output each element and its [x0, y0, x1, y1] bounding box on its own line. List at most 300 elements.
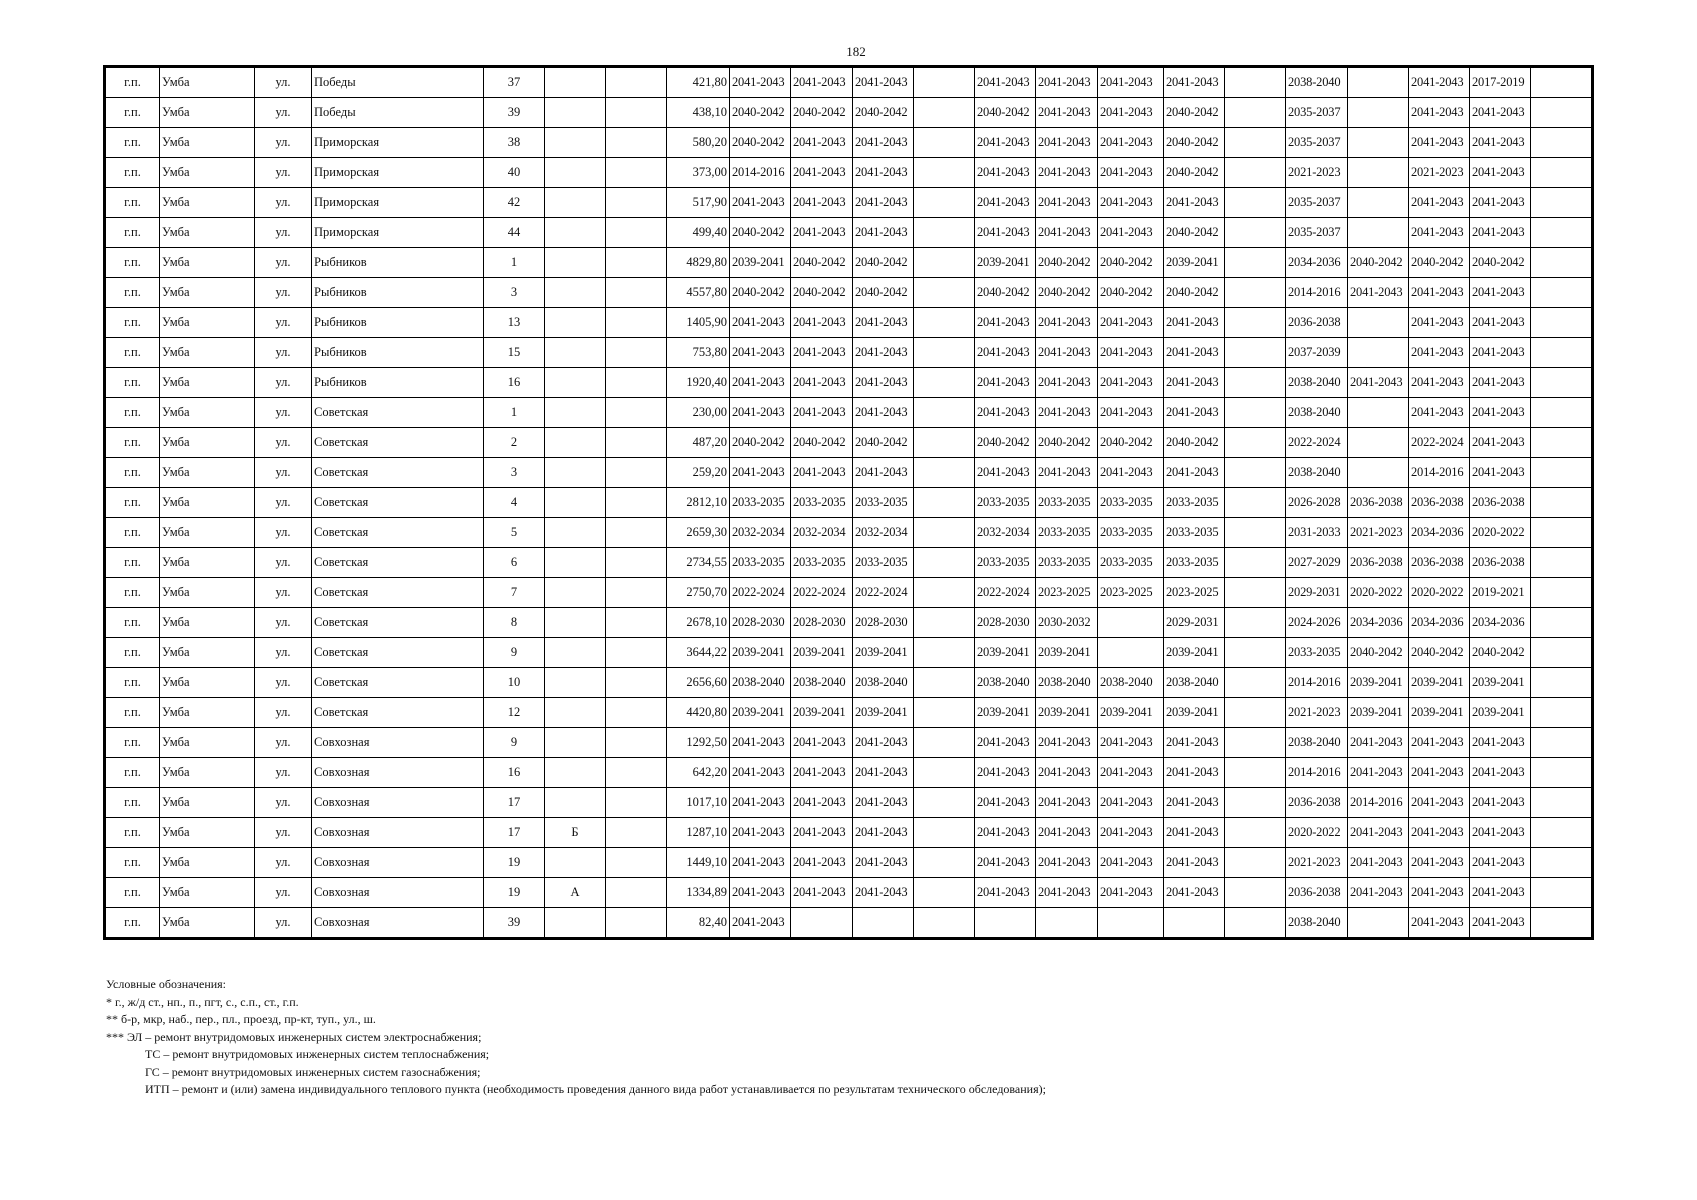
work-period-cell: [1225, 248, 1286, 278]
empty-cell: [1531, 848, 1593, 878]
work-period-cell: 2041-2043: [975, 368, 1036, 398]
work-period-cell: 2041-2043: [1098, 458, 1164, 488]
legend-line: * г., ж/д ст., нп., п., пгт, с., с.п., ст., г.п.: [106, 994, 299, 1009]
work-period-cell: 2041-2043: [1348, 758, 1409, 788]
work-period-cell: 2041-2043: [1164, 758, 1225, 788]
work-period-cell: [1164, 908, 1225, 939]
work-period-cell: 2039-2041: [1409, 668, 1470, 698]
table-row: [105, 458, 1593, 488]
empty-cell: [606, 578, 667, 608]
work-period-cell: 2041-2043: [791, 848, 853, 878]
work-period-cell: 2041-2043: [975, 878, 1036, 908]
house-number-cell: 3: [484, 278, 545, 308]
work-period-cell: 2033-2035: [1164, 548, 1225, 578]
work-period-cell: [1098, 908, 1164, 939]
work-period-cell: 2039-2041: [853, 698, 914, 728]
settlement-type-cell: г.п.: [105, 488, 160, 518]
work-period-cell: 2041-2043: [853, 788, 914, 818]
settlement-type-cell: г.п.: [105, 548, 160, 578]
street-name-cell: Рыбников: [312, 248, 484, 278]
work-period-cell: [914, 908, 975, 939]
work-period-cell: 2022-2024: [853, 578, 914, 608]
work-period-cell: [914, 398, 975, 428]
house-number-cell: 19: [484, 848, 545, 878]
work-period-cell: 2041-2043: [1036, 788, 1098, 818]
work-period-cell: [1225, 218, 1286, 248]
work-period-cell: [1225, 338, 1286, 368]
table-row: [105, 338, 1593, 368]
empty-cell: [1531, 548, 1593, 578]
work-period-cell: 2041-2043: [1164, 67, 1225, 98]
work-period-cell: [1348, 158, 1409, 188]
work-period-cell: 2041-2043: [1409, 758, 1470, 788]
work-period-cell: 2041-2043: [1470, 398, 1531, 428]
work-period-cell: 2041-2043: [1348, 368, 1409, 398]
work-period-cell: 2038-2040: [730, 668, 791, 698]
settlement-type-cell: г.п.: [105, 698, 160, 728]
work-period-cell: 2041-2043: [730, 908, 791, 939]
work-period-cell: [914, 638, 975, 668]
empty-cell: [1531, 908, 1593, 939]
empty-cell: [1531, 728, 1593, 758]
work-period-cell: [1225, 188, 1286, 218]
house-number-cell: 15: [484, 338, 545, 368]
area-cell: 373,00: [667, 158, 730, 188]
work-period-cell: 2041-2043: [1098, 788, 1164, 818]
street-type-cell: ул.: [255, 578, 312, 608]
house-number-cell: 1: [484, 398, 545, 428]
work-period-cell: 2039-2041: [1470, 698, 1531, 728]
work-period-cell: 2041-2043: [975, 788, 1036, 818]
table-row: [105, 758, 1593, 788]
work-period-cell: [1225, 488, 1286, 518]
work-period-cell: [1225, 818, 1286, 848]
work-period-cell: 2041-2043: [975, 128, 1036, 158]
work-period-cell: 2036-2038: [1348, 488, 1409, 518]
settlement-type-cell: г.п.: [105, 98, 160, 128]
settlement-type-cell: г.п.: [105, 218, 160, 248]
building-letter-cell: [545, 458, 606, 488]
work-period-cell: 2039-2041: [1036, 698, 1098, 728]
street-name-cell: Советская: [312, 698, 484, 728]
work-period-cell: 2034-2036: [1286, 248, 1348, 278]
work-period-cell: [914, 188, 975, 218]
street-type-cell: ул.: [255, 788, 312, 818]
building-letter-cell: [545, 98, 606, 128]
work-period-cell: 2040-2042: [730, 218, 791, 248]
work-period-cell: 2036-2038: [1286, 878, 1348, 908]
work-period-cell: [914, 578, 975, 608]
work-period-cell: 2040-2042: [1036, 278, 1098, 308]
work-period-cell: 2041-2043: [1098, 368, 1164, 398]
street-type-cell: ул.: [255, 158, 312, 188]
work-period-cell: 2039-2041: [1098, 698, 1164, 728]
work-period-cell: 2041-2043: [1036, 728, 1098, 758]
street-type-cell: ул.: [255, 698, 312, 728]
housing-repair-table: [103, 65, 1594, 940]
work-period-cell: [914, 668, 975, 698]
work-period-cell: 2027-2029: [1286, 548, 1348, 578]
work-period-cell: 2040-2042: [1348, 638, 1409, 668]
house-number-cell: 16: [484, 368, 545, 398]
settlement-type-cell: г.п.: [105, 128, 160, 158]
work-period-cell: 2041-2043: [1470, 428, 1531, 458]
work-period-cell: 2041-2043: [853, 158, 914, 188]
street-name-cell: Совхозная: [312, 908, 484, 939]
work-period-cell: 2040-2042: [1036, 428, 1098, 458]
table-row: [105, 188, 1593, 218]
work-period-cell: 2039-2041: [791, 698, 853, 728]
settlement-name-cell: Умба: [160, 128, 255, 158]
building-letter-cell: Б: [545, 818, 606, 848]
work-period-cell: [1036, 908, 1098, 939]
area-cell: 487,20: [667, 428, 730, 458]
street-type-cell: ул.: [255, 758, 312, 788]
work-period-cell: [1225, 398, 1286, 428]
house-number-cell: 3: [484, 458, 545, 488]
work-period-cell: 2041-2043: [853, 338, 914, 368]
work-period-cell: 2041-2043: [1036, 128, 1098, 158]
page-number: 182: [846, 44, 866, 59]
settlement-name-cell: Умба: [160, 218, 255, 248]
table-row: [105, 608, 1593, 638]
house-number-cell: 4: [484, 488, 545, 518]
house-number-cell: 42: [484, 188, 545, 218]
work-period-cell: 2041-2043: [853, 878, 914, 908]
work-period-cell: 2022-2024: [791, 578, 853, 608]
work-period-cell: 2041-2043: [1098, 67, 1164, 98]
empty-cell: [1531, 488, 1593, 518]
table-row: [105, 668, 1593, 698]
work-period-cell: [914, 338, 975, 368]
work-period-cell: [1225, 788, 1286, 818]
work-period-cell: 2041-2043: [975, 218, 1036, 248]
work-period-cell: 2040-2042: [1164, 158, 1225, 188]
work-period-cell: 2041-2043: [853, 728, 914, 758]
work-period-cell: 2036-2038: [1348, 548, 1409, 578]
legend-line: ТС – ремонт внутридомовых инженерных систем теплоснабжения;: [145, 1047, 490, 1061]
work-period-cell: 2041-2043: [1098, 188, 1164, 218]
work-period-cell: 2038-2040: [1098, 668, 1164, 698]
work-period-cell: [1225, 908, 1286, 939]
work-period-cell: 2041-2043: [1470, 188, 1531, 218]
work-period-cell: 2040-2042: [975, 278, 1036, 308]
street-name-cell: Совхозная: [312, 788, 484, 818]
work-period-cell: [1225, 758, 1286, 788]
work-period-cell: [1348, 458, 1409, 488]
empty-cell: [1531, 608, 1593, 638]
work-period-cell: 2036-2038: [1470, 548, 1531, 578]
building-letter-cell: [545, 338, 606, 368]
work-period-cell: 2041-2043: [1409, 368, 1470, 398]
work-period-cell: 2041-2043: [1098, 818, 1164, 848]
settlement-type-cell: г.п.: [105, 188, 160, 218]
settlement-type-cell: г.п.: [105, 338, 160, 368]
work-period-cell: [1348, 218, 1409, 248]
street-type-cell: ул.: [255, 458, 312, 488]
empty-cell: [1531, 188, 1593, 218]
area-cell: 4420,80: [667, 698, 730, 728]
work-period-cell: 2041-2043: [853, 188, 914, 218]
work-period-cell: 2021-2023: [1286, 698, 1348, 728]
work-period-cell: 2041-2043: [791, 128, 853, 158]
work-period-cell: 2041-2043: [791, 158, 853, 188]
empty-cell: [1531, 248, 1593, 278]
work-period-cell: 2041-2043: [1098, 128, 1164, 158]
building-letter-cell: [545, 518, 606, 548]
work-period-cell: [914, 788, 975, 818]
work-period-cell: [1225, 428, 1286, 458]
work-period-cell: 2041-2043: [1036, 458, 1098, 488]
area-cell: 517,90: [667, 188, 730, 218]
settlement-type-cell: г.п.: [105, 758, 160, 788]
work-period-cell: 2041-2043: [1164, 458, 1225, 488]
street-name-cell: Советская: [312, 578, 484, 608]
work-period-cell: 2041-2043: [791, 788, 853, 818]
work-period-cell: 2041-2043: [1036, 848, 1098, 878]
work-period-cell: [914, 848, 975, 878]
work-period-cell: 2041-2043: [730, 788, 791, 818]
house-number-cell: 2: [484, 428, 545, 458]
work-period-cell: 2041-2043: [975, 67, 1036, 98]
work-period-cell: [914, 67, 975, 98]
work-period-cell: 2041-2043: [1470, 278, 1531, 308]
street-type-cell: ул.: [255, 368, 312, 398]
work-period-cell: 2041-2043: [1409, 188, 1470, 218]
empty-cell: [1531, 788, 1593, 818]
work-period-cell: 2040-2042: [1470, 638, 1531, 668]
work-period-cell: 2041-2043: [1470, 728, 1531, 758]
table-row: [105, 158, 1593, 188]
work-period-cell: 2040-2042: [853, 278, 914, 308]
work-period-cell: 2022-2024: [1409, 428, 1470, 458]
work-period-cell: 2040-2042: [791, 278, 853, 308]
work-period-cell: 2041-2043: [1470, 308, 1531, 338]
work-period-cell: [914, 518, 975, 548]
empty-cell: [606, 67, 667, 98]
work-period-cell: 2041-2043: [1409, 908, 1470, 939]
work-period-cell: [975, 908, 1036, 939]
street-name-cell: Приморская: [312, 218, 484, 248]
empty-cell: [606, 98, 667, 128]
table-body: [105, 67, 1593, 939]
work-period-cell: 2033-2035: [1036, 518, 1098, 548]
street-name-cell: Рыбников: [312, 368, 484, 398]
house-number-cell: 10: [484, 668, 545, 698]
building-letter-cell: [545, 368, 606, 398]
work-period-cell: [914, 428, 975, 458]
empty-cell: [1531, 338, 1593, 368]
house-number-cell: 5: [484, 518, 545, 548]
settlement-type-cell: г.п.: [105, 848, 160, 878]
house-number-cell: 12: [484, 698, 545, 728]
work-period-cell: 2038-2040: [853, 668, 914, 698]
street-name-cell: Совхозная: [312, 848, 484, 878]
work-period-cell: [1225, 878, 1286, 908]
building-letter-cell: [545, 158, 606, 188]
street-name-cell: Советская: [312, 488, 484, 518]
work-period-cell: 2041-2043: [1470, 98, 1531, 128]
work-period-cell: 2033-2035: [730, 488, 791, 518]
street-name-cell: Рыбников: [312, 338, 484, 368]
work-period-cell: 2041-2043: [1164, 188, 1225, 218]
work-period-cell: 2041-2043: [853, 458, 914, 488]
street-type-cell: ул.: [255, 908, 312, 939]
street-name-cell: Советская: [312, 638, 484, 668]
house-number-cell: 44: [484, 218, 545, 248]
work-period-cell: 2041-2043: [1164, 368, 1225, 398]
work-period-cell: 2033-2035: [1098, 518, 1164, 548]
work-period-cell: 2033-2035: [730, 548, 791, 578]
work-period-cell: 2039-2041: [1470, 668, 1531, 698]
work-period-cell: 2041-2043: [1098, 398, 1164, 428]
work-period-cell: 2041-2043: [853, 398, 914, 428]
street-type-cell: ул.: [255, 188, 312, 218]
work-period-cell: 2041-2043: [853, 848, 914, 878]
work-period-cell: 2034-2036: [1348, 608, 1409, 638]
building-letter-cell: [545, 788, 606, 818]
work-period-cell: 2040-2042: [791, 248, 853, 278]
work-period-cell: 2040-2042: [975, 428, 1036, 458]
work-period-cell: 2039-2041: [1348, 698, 1409, 728]
work-period-cell: 2041-2043: [1409, 788, 1470, 818]
work-period-cell: 2036-2038: [1409, 548, 1470, 578]
house-number-cell: 39: [484, 908, 545, 939]
work-period-cell: [1225, 98, 1286, 128]
table-row: [105, 518, 1593, 548]
building-letter-cell: [545, 248, 606, 278]
work-period-cell: [914, 278, 975, 308]
settlement-type-cell: г.п.: [105, 878, 160, 908]
legend-line: ГС – ремонт внутридомовых инженерных систем газоснабжения;: [145, 1064, 481, 1079]
work-period-cell: 2041-2043: [1164, 308, 1225, 338]
work-period-cell: 2040-2042: [1164, 98, 1225, 128]
work-period-cell: 2041-2043: [1409, 98, 1470, 128]
street-type-cell: ул.: [255, 308, 312, 338]
work-period-cell: 2022-2024: [1286, 428, 1348, 458]
empty-cell: [1531, 668, 1593, 698]
building-letter-cell: [545, 548, 606, 578]
work-period-cell: [1225, 728, 1286, 758]
area-cell: 1334,89: [667, 878, 730, 908]
work-period-cell: [914, 608, 975, 638]
house-number-cell: 9: [484, 728, 545, 758]
work-period-cell: 2041-2043: [975, 848, 1036, 878]
building-letter-cell: [545, 67, 606, 98]
empty-cell: [606, 218, 667, 248]
building-letter-cell: [545, 188, 606, 218]
work-period-cell: 2041-2043: [1348, 728, 1409, 758]
work-period-cell: 2035-2037: [1286, 128, 1348, 158]
work-period-cell: 2041-2043: [730, 458, 791, 488]
work-period-cell: 2041-2043: [1036, 188, 1098, 218]
work-period-cell: 2041-2043: [1036, 218, 1098, 248]
work-period-cell: 2041-2043: [853, 818, 914, 848]
work-period-cell: 2041-2043: [1164, 848, 1225, 878]
work-period-cell: [1348, 398, 1409, 428]
work-period-cell: 2041-2043: [1409, 128, 1470, 158]
work-period-cell: [1098, 638, 1164, 668]
empty-cell: [606, 608, 667, 638]
street-type-cell: ул.: [255, 548, 312, 578]
work-period-cell: [1225, 67, 1286, 98]
settlement-type-cell: г.п.: [105, 398, 160, 428]
work-period-cell: 2041-2043: [1409, 728, 1470, 758]
work-period-cell: [914, 818, 975, 848]
building-letter-cell: [545, 758, 606, 788]
area-cell: 1405,90: [667, 308, 730, 338]
empty-cell: [1531, 98, 1593, 128]
work-period-cell: 2033-2035: [1098, 488, 1164, 518]
street-type-cell: ул.: [255, 608, 312, 638]
work-period-cell: 2041-2043: [791, 218, 853, 248]
work-period-cell: 2039-2041: [1348, 668, 1409, 698]
work-period-cell: 2041-2043: [975, 818, 1036, 848]
work-period-cell: 2040-2042: [1470, 248, 1531, 278]
settlement-name-cell: Умба: [160, 278, 255, 308]
work-period-cell: 2038-2040: [1164, 668, 1225, 698]
house-number-cell: 8: [484, 608, 545, 638]
work-period-cell: [914, 128, 975, 158]
area-cell: 3644,22: [667, 638, 730, 668]
settlement-type-cell: г.п.: [105, 818, 160, 848]
area-cell: 2734,55: [667, 548, 730, 578]
empty-cell: [1531, 368, 1593, 398]
empty-cell: [606, 788, 667, 818]
work-period-cell: 2040-2042: [1164, 278, 1225, 308]
work-period-cell: [914, 308, 975, 338]
work-period-cell: 2040-2042: [1409, 638, 1470, 668]
work-period-cell: 2041-2043: [1409, 398, 1470, 428]
work-period-cell: 2040-2042: [1164, 428, 1225, 458]
work-period-cell: 2034-2036: [1409, 518, 1470, 548]
work-period-cell: 2041-2043: [791, 758, 853, 788]
work-period-cell: 2038-2040: [791, 668, 853, 698]
work-period-cell: 2036-2038: [1409, 488, 1470, 518]
work-period-cell: 2020-2022: [1286, 818, 1348, 848]
house-number-cell: 13: [484, 308, 545, 338]
work-period-cell: 2041-2043: [1348, 878, 1409, 908]
empty-cell: [606, 698, 667, 728]
table-row: [105, 428, 1593, 458]
empty-cell: [606, 338, 667, 368]
settlement-name-cell: Умба: [160, 608, 255, 638]
settlement-name-cell: Умба: [160, 488, 255, 518]
work-period-cell: 2040-2042: [1098, 248, 1164, 278]
table-row: [105, 848, 1593, 878]
work-period-cell: 2014-2016: [1409, 458, 1470, 488]
work-period-cell: 2041-2043: [853, 308, 914, 338]
work-period-cell: 2033-2035: [975, 548, 1036, 578]
house-number-cell: 9: [484, 638, 545, 668]
street-type-cell: ул.: [255, 67, 312, 98]
settlement-name-cell: Умба: [160, 578, 255, 608]
street-type-cell: ул.: [255, 848, 312, 878]
settlement-type-cell: г.п.: [105, 67, 160, 98]
work-period-cell: [914, 548, 975, 578]
work-period-cell: 2033-2035: [791, 548, 853, 578]
work-period-cell: 2041-2043: [1409, 218, 1470, 248]
area-cell: 438,10: [667, 98, 730, 128]
work-period-cell: 2041-2043: [1098, 98, 1164, 128]
empty-cell: [606, 908, 667, 939]
building-letter-cell: [545, 578, 606, 608]
empty-cell: [606, 458, 667, 488]
empty-cell: [1531, 518, 1593, 548]
house-number-cell: 17: [484, 818, 545, 848]
building-letter-cell: [545, 908, 606, 939]
empty-cell: [1531, 67, 1593, 98]
